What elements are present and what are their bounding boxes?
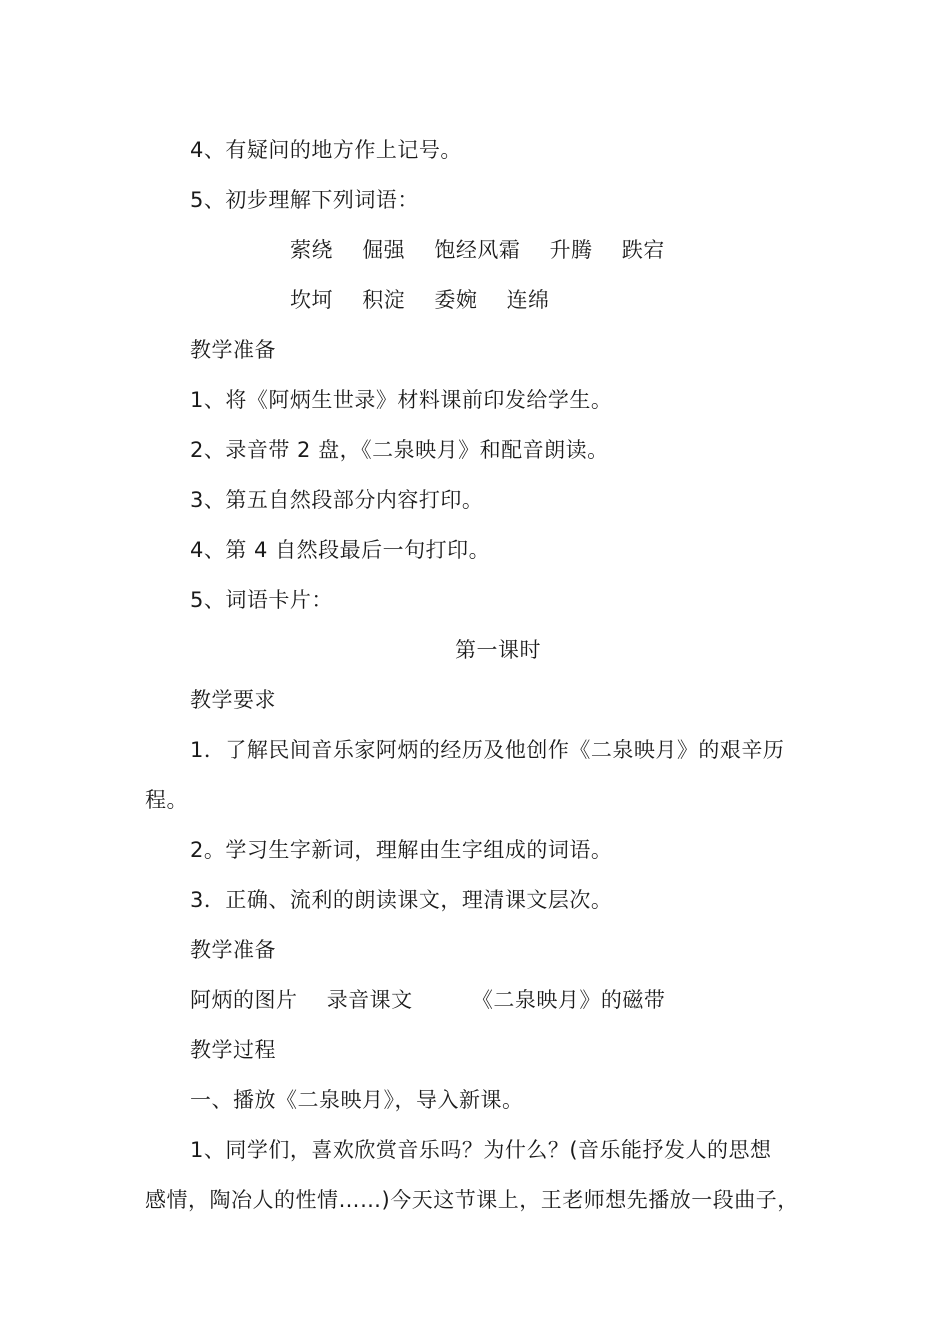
vocab-word: 积淀 xyxy=(362,288,406,312)
section-heading-preparation: 教学准备 xyxy=(190,338,276,362)
lesson-title: 第一课时 xyxy=(455,638,541,662)
vocab-word: 坎坷 xyxy=(290,288,333,312)
process-paragraph-line-1: 1、同学们，喜欢欣赏音乐吗？为什么？(音乐能抒发人的思想 xyxy=(190,1138,772,1162)
prep-list-item-1: 1、将《阿炳生世录》材料课前印发给学生。 xyxy=(190,388,613,412)
vocab-word: 饱经风霜 xyxy=(434,238,521,262)
requirement-1-line-1: 1．了解民间音乐家阿炳的经历及他创作《二泉映月》的艰辛历 xyxy=(190,738,785,762)
requirement-3: 3．正确、流利的朗读课文，理清课文层次。 xyxy=(190,888,613,912)
material-item: 录音课文 xyxy=(326,988,413,1012)
material-item: 阿炳的图片 xyxy=(190,988,298,1012)
vocab-word: 连绵 xyxy=(506,288,550,312)
section-heading-requirements: 教学要求 xyxy=(190,688,276,712)
vocab-word: 倔强 xyxy=(362,238,406,262)
prep-list-item-2: 2、录音带 2 盘，《二泉映月》和配音朗读。 xyxy=(190,438,609,462)
prep-list-item-5: 5、词语卡片： xyxy=(190,588,333,612)
section-heading-preparation-2: 教学准备 xyxy=(190,938,276,962)
requirement-2: 2。学习生字新词，理解由生字组成的词语。 xyxy=(190,838,613,862)
process-step-1: 一、播放《二泉映月》，导入新课。 xyxy=(190,1088,524,1112)
section-heading-process: 教学过程 xyxy=(190,1038,276,1062)
prep-item-4: 4、有疑问的地方作上记号。 xyxy=(190,138,462,162)
material-item: 《二泉映月》的磁带 xyxy=(471,988,666,1012)
vocab-word: 跌宕 xyxy=(621,238,665,262)
vocab-word: 升腾 xyxy=(549,238,593,262)
prep-list-item-4: 4、第 4 自然段最后一句打印。 xyxy=(190,538,491,562)
vocab-word: 萦绕 xyxy=(290,238,333,262)
process-paragraph-line-2: 感情，陶冶人的性情……)今天这节课上，王老师想先播放一段曲子， xyxy=(145,1188,799,1212)
materials-line xyxy=(190,986,665,1014)
prep-item-5: 5、初步理解下列词语： xyxy=(190,188,419,212)
vocabulary-row-2 xyxy=(290,286,550,314)
vocabulary-row-1 xyxy=(290,236,665,264)
prep-list-item-3: 3、第五自然段部分内容打印。 xyxy=(190,488,484,512)
vocab-word: 委婉 xyxy=(434,288,478,312)
requirement-1-line-2: 程。 xyxy=(145,788,188,812)
